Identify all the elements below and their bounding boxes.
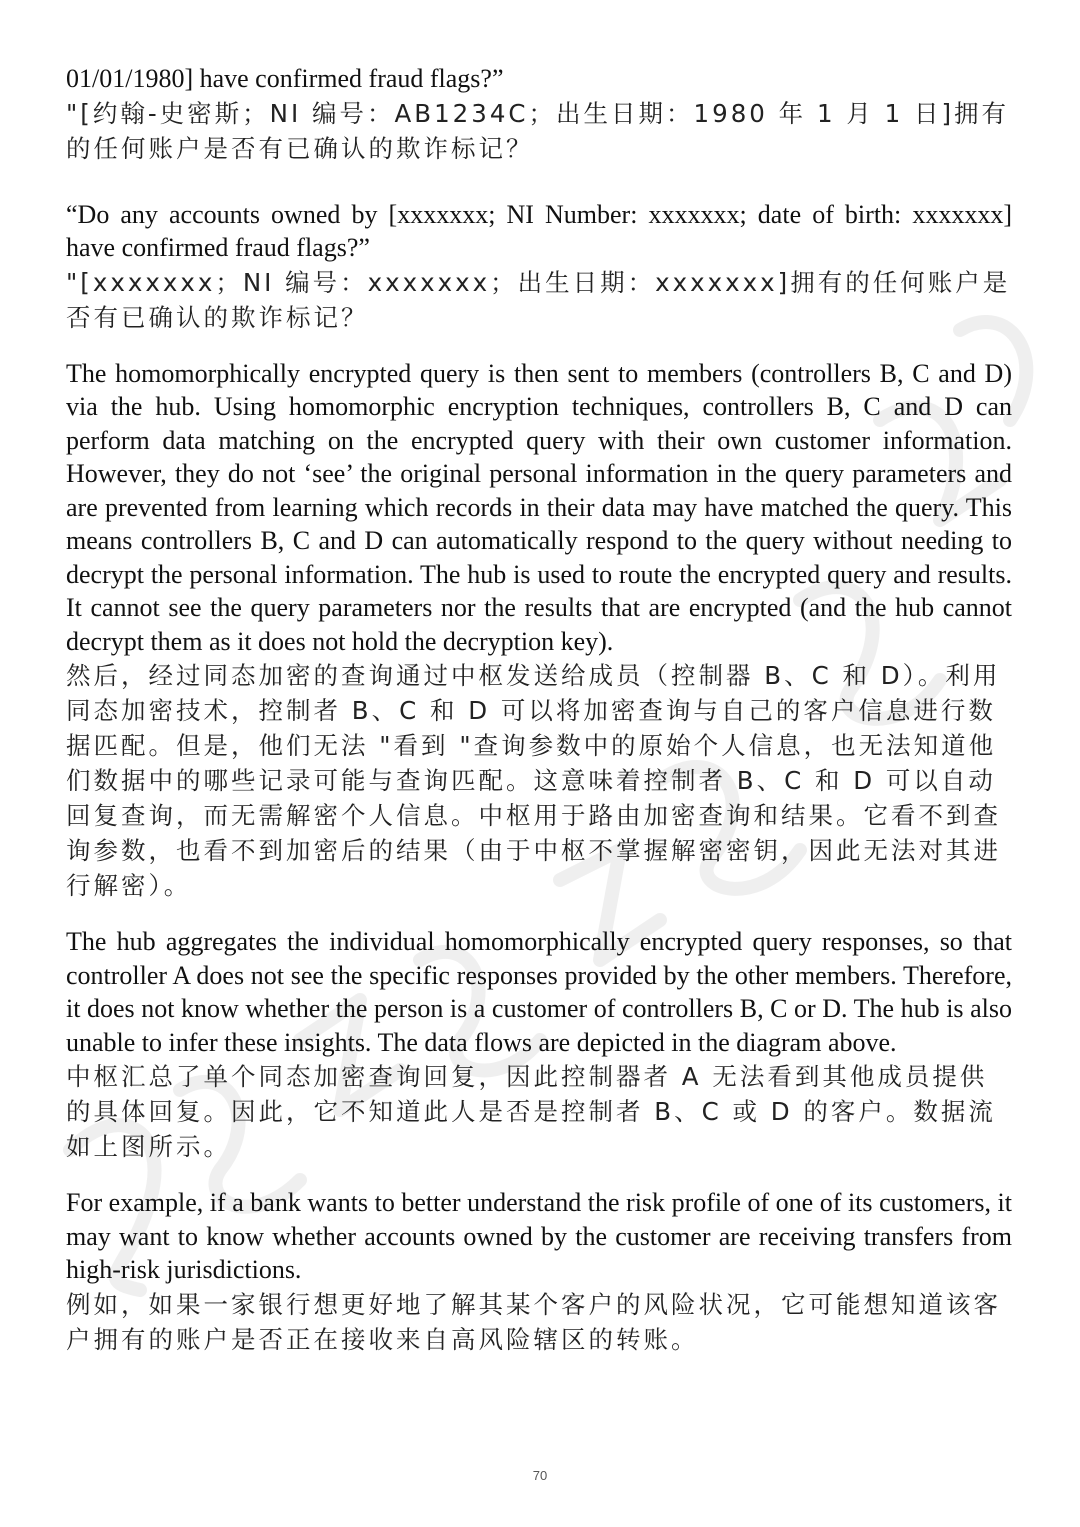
paragraph-hub-routing-english: The homomorphically encrypted query is then sent to members (controllers B, C and D) via the hub. Using homomorphic encryption techniques, controllers B, C and D can perform data matching on the encrypted query with their own customer information. However, they do not ‘see’ the original personal information in the query parameters and are prevented from learning which records in their data may have matched the query. This means controllers B, C and D can automatically respond to the query without needing to decrypt the personal information. The hub is used to route the encrypted query and results. It cannot see the query parameters nor the results that are encrypted (and the hub cannot decrypt them as it does not hold the decryption key).: [66, 358, 1012, 656]
paragraph-example-english: For example, if a bank wants to better understand the risk profile of one of its customers, it may want to know whether accounts owned by the customer are receiving transfers from high-risk jurisdictions.: [66, 1188, 1012, 1284]
page-number: 70: [532, 1468, 548, 1483]
paragraph-example-chinese: 例如，如果一家银行想更好地了解其某个客户的风险状况，它可能想知道该客户拥有的账户是否正在接收来自高风险辖区的转账。: [66, 1289, 1001, 1354]
paragraph-aggregation-chinese: 中枢汇总了单个同态加密查询回复，因此控制器者 A 无法看到其他成员提供的具体回复。因此，它不知道此人是否是控制者 B、C 或 D 的客户。数据流如上图所示。: [66, 1062, 996, 1161]
query2-english: “Do any accounts owned by [xxxxxxx; NI Number: xxxxxxx; date of birth: xxxxxxx] have confirmed fraud flags?”: [66, 199, 1012, 262]
paragraph-hub-routing-chinese: 然后，经过同态加密的查询通过中枢发送给成员（控制器 B、C 和 D）。利用同态加密技术，控制者 B、C 和 D 可以将加密查询与自己的客户信息进行数据匹配。但是，他们无法 "看到 "查询参数中的原始个人信息，也无法知道他们数据中的哪些记录可能与查询匹配。这意味着控制者 B、C 和 D 可以自动回复查询，而无需解密个人信息。中枢用于路由加密查询和结果。它看不到查询参数，也看不到加密后的结果（由于中枢不掌握解密密钥，因此无法对其进行解密）。: [66, 661, 1001, 900]
query2-chinese: "[xxxxxxx；NI 编号：xxxxxxx；出生日期：xxxxxxx]拥有的任何账户是否有已确认的欺诈标记？: [66, 267, 1011, 332]
query1-english-tail: 01/01/1980] have confirmed fraud flags?”: [66, 64, 504, 93]
document-body: [66, 62, 1012, 1357]
paragraph-aggregation-english: The hub aggregates the individual homomorphically encrypted query responses, so that controller A does not see the specific responses provided by the other members. Therefore, it does not know whether the person is a customer of controllers B, C or D. The hub is also unable to infer these insights. The data flows are depicted in the diagram above.: [66, 927, 1012, 1057]
query1-chinese: "[约翰-史密斯；NI 编号：AB1234C；出生日期：1980 年 1 月 1 日]拥有的任何账户是否有已确认的欺诈标记？: [66, 98, 1010, 163]
